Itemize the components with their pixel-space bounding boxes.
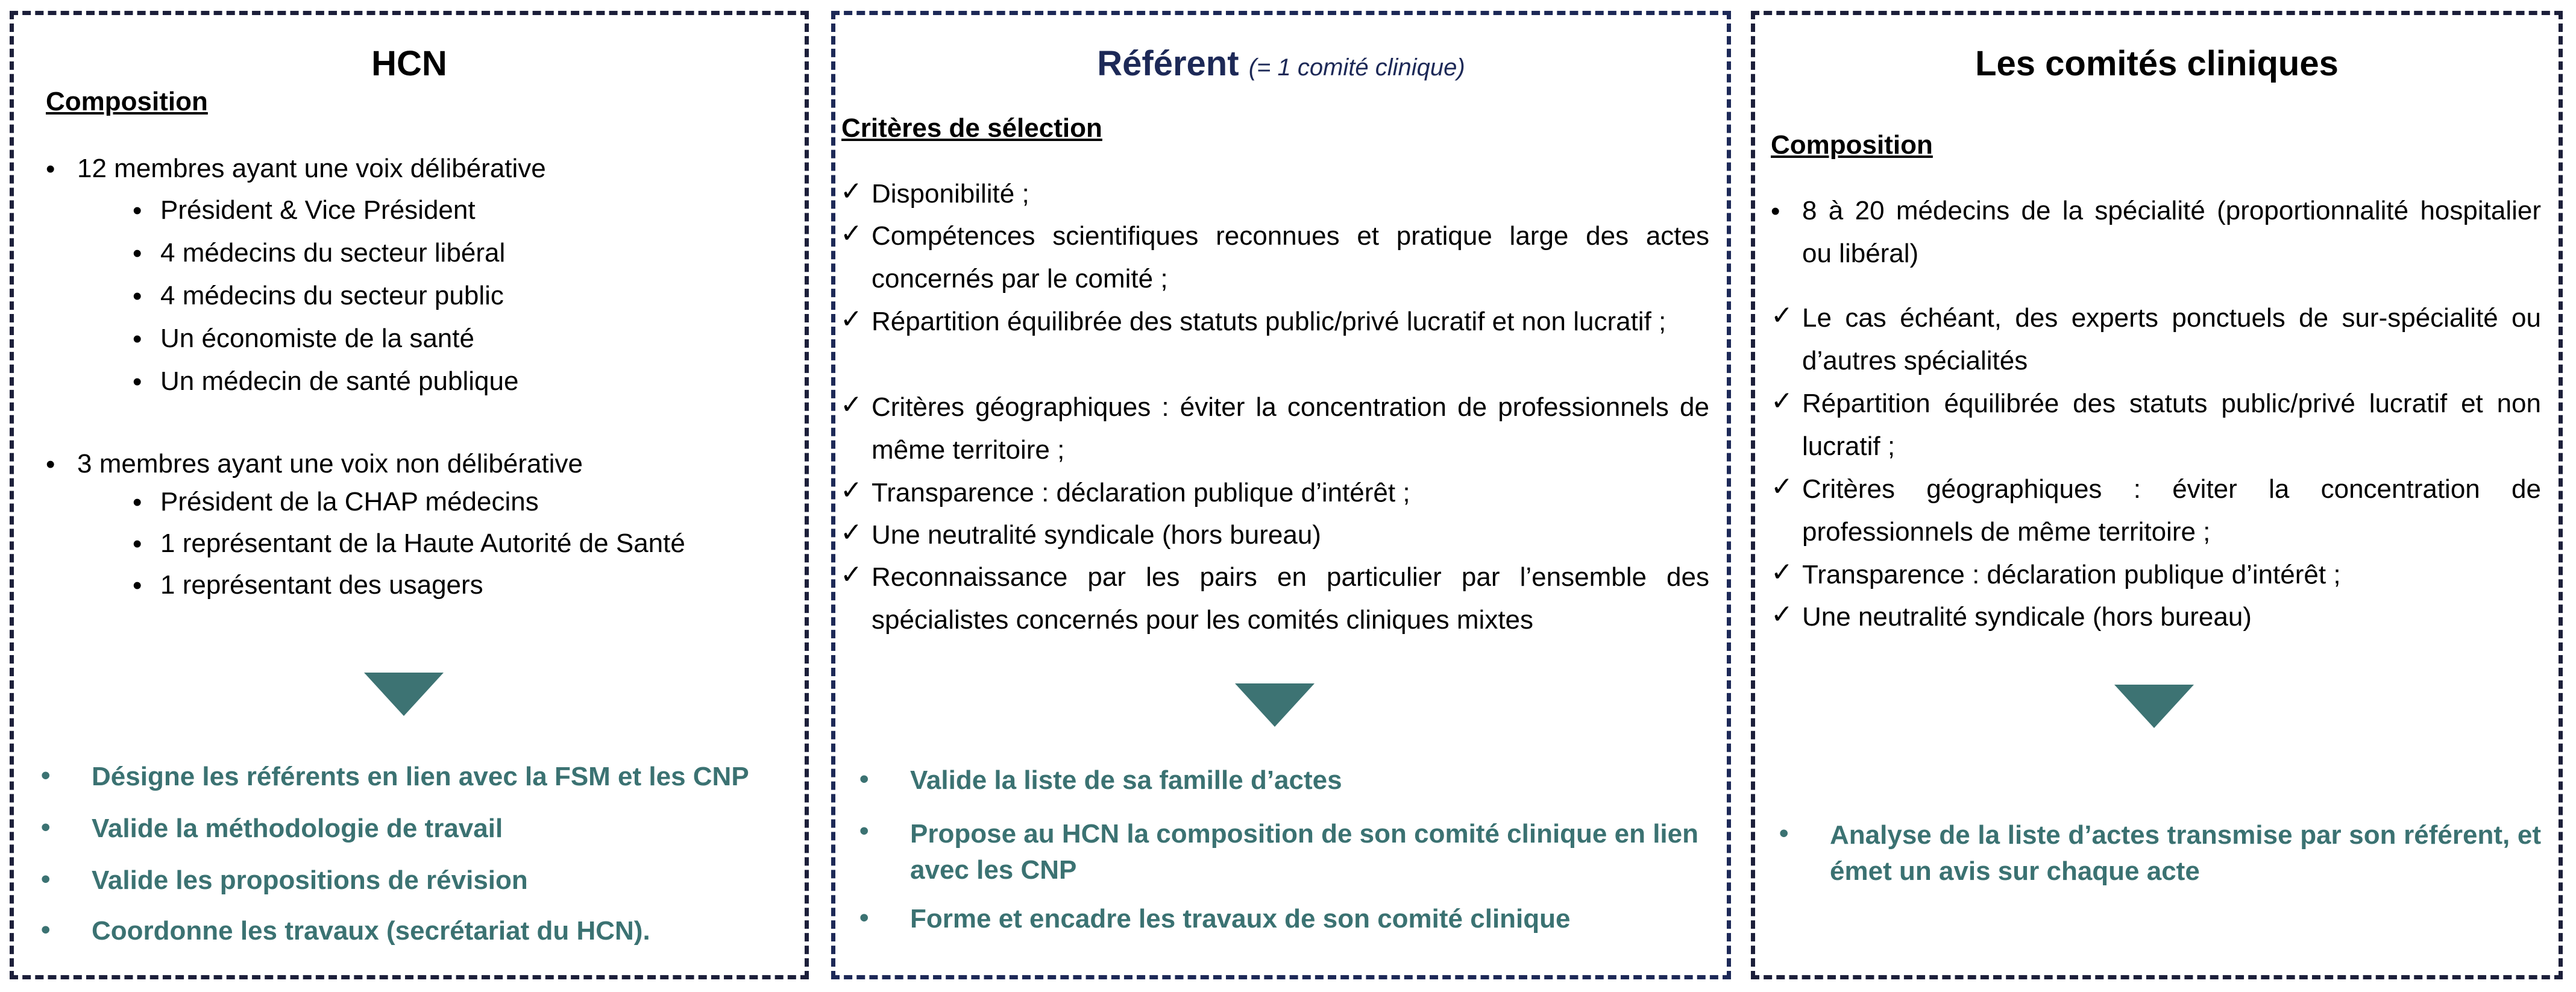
comites-composition-heading: Composition — [1771, 130, 1933, 160]
check-icon: ✓ — [840, 560, 862, 589]
hcn-role: Valide la méthodologie de travail — [92, 814, 503, 843]
down-arrow-icon — [364, 673, 444, 716]
comites-criterion: Une neutralité syndicale (hors bureau) — [1802, 602, 2252, 632]
comites-members: 8 à 20 médecins de la spécialité (proportionnalité hospitalier ou libéral) — [1802, 196, 2541, 268]
bullet-icon: • — [41, 812, 51, 842]
referent-criterion: Reconnaissance par les pairs en particulier par l’ensemble des spécialistes concernés pour les comités cliniques mixtes — [872, 562, 1709, 635]
bullet-icon: • — [1771, 196, 1780, 226]
check-icon: ✓ — [840, 390, 862, 419]
check-icon: ✓ — [1771, 301, 1793, 330]
comites-title: Les comités cliniques — [1975, 44, 2339, 83]
referent-title: Référent — [1097, 44, 1239, 83]
referent-criterion: Disponibilité ; — [872, 179, 1029, 209]
hcn-member: Un économiste de la santé — [160, 324, 474, 353]
referent-criterion: Répartition équilibrée des statuts public/privé lucratif et non lucratif ; — [872, 307, 1667, 336]
check-icon: ✓ — [1771, 472, 1793, 501]
bullet-icon: • — [133, 324, 142, 354]
hcn-member: 1 représentant des usagers — [160, 570, 483, 600]
bullet-icon: • — [41, 761, 51, 790]
hcn-member: Président & Vice Président — [160, 195, 476, 225]
bullet-icon: • — [46, 154, 55, 184]
hcn-role: Désigne les référents en lien avec la FSM et les CNP — [92, 762, 749, 791]
hcn-role: Coordonne les travaux (secrétariat du HCN). — [92, 916, 650, 946]
bullet-icon: • — [133, 529, 142, 559]
hcn-composition-heading: Composition — [46, 87, 208, 116]
hcn-role: Valide les propositions de révision — [92, 865, 528, 895]
hcn-member: Un médecin de santé publique — [160, 366, 519, 396]
bullet-icon: • — [133, 239, 142, 268]
referent-criterion: Une neutralité syndicale (hors bureau) — [872, 520, 1321, 550]
check-icon: ✓ — [1771, 600, 1793, 629]
referent-criterion: Transparence : déclaration publique d’intérêt ; — [872, 478, 1410, 507]
bullet-icon: • — [1779, 818, 1789, 848]
referent-role: Propose au HCN la composition de son comité clinique en lien avec les CNP — [910, 819, 1698, 885]
comites-criterion: Transparence : déclaration publique d’intérêt ; — [1802, 560, 2341, 589]
bullet-icon: • — [133, 196, 142, 225]
hcn-member: Président de la CHAP médecins — [160, 487, 539, 516]
hcn-member: 4 médecins du secteur libéral — [160, 238, 506, 268]
hcn-member: 4 médecins du secteur public — [160, 281, 504, 310]
hcn-title: HCN — [371, 44, 447, 83]
check-icon: ✓ — [1771, 557, 1793, 587]
referent-criteria-heading: Critères de sélection — [841, 113, 1102, 143]
check-icon: ✓ — [840, 304, 862, 334]
referent-role: Valide la liste de sa famille d’actes — [910, 765, 1342, 795]
check-icon: ✓ — [840, 476, 862, 505]
referent-role: Forme et encadre les travaux de son comité clinique — [910, 904, 1571, 934]
bullet-icon: • — [133, 281, 142, 311]
hcn-group-deliberative: 12 membres ayant une voix délibérative — [77, 154, 546, 183]
referent-title-block — [831, 43, 1731, 84]
bullet-icon: • — [133, 571, 142, 600]
bullet-icon: • — [859, 764, 869, 794]
check-icon: ✓ — [1771, 386, 1793, 416]
referent-subtitle: (= 1 comité clinique) — [1248, 54, 1465, 81]
check-icon: ✓ — [840, 177, 862, 206]
bullet-icon: • — [859, 816, 869, 846]
comites-criterion: Répartition équilibrée des statuts public/privé lucratif et non lucratif ; — [1802, 389, 2541, 461]
comites-criterion: Critères géographiques : éviter la concentration de professionnels de même territoire ; — [1802, 474, 2541, 547]
bullet-icon: • — [859, 903, 869, 932]
bullet-icon: • — [133, 488, 142, 517]
comites-criterion: Le cas échéant, des experts ponctuels de sur-spécialité ou d’autres spécialités — [1802, 303, 2541, 375]
check-icon: ✓ — [840, 219, 862, 248]
bullet-icon: • — [133, 367, 142, 397]
referent-criterion: Compétences scientifiques reconnues et pratique large des actes concernés par le comité ; — [872, 221, 1709, 294]
comites-role: Analyse de la liste d’actes transmise par son référent, et émet un avis sur chaque acte — [1830, 820, 2541, 886]
down-arrow-icon — [1235, 683, 1315, 727]
down-arrow-icon — [2114, 685, 2194, 728]
bullet-icon: • — [41, 915, 51, 944]
check-icon: ✓ — [840, 518, 862, 547]
bullet-icon: • — [46, 450, 55, 479]
hcn-member: 1 représentant de la Haute Autorité de Santé — [160, 529, 685, 558]
hcn-group-non-deliberative: 3 membres ayant une voix non délibérative — [77, 449, 583, 479]
bullet-icon: • — [41, 864, 51, 894]
referent-criterion: Critères géographiques : éviter la concentration de professionnels de même territoire ; — [872, 392, 1709, 465]
